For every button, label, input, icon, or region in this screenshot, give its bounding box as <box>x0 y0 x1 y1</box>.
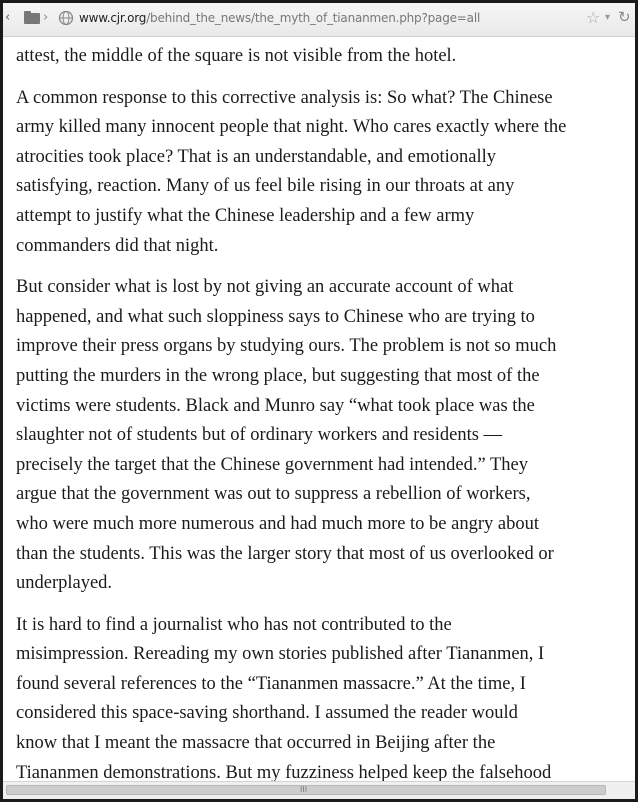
page-content <box>3 37 635 781</box>
text-line: satisfying, reaction. Many of us feel bile rising in our throats at any <box>16 176 515 197</box>
breadcrumb-separator-icon: › <box>43 10 49 25</box>
bookmark-star-icon[interactable]: ☆ <box>586 8 601 27</box>
text-line: It is hard to find a journalist who has not contributed to the <box>16 614 452 635</box>
text-line: than the students. This was the larger story that most of us overlooked or <box>16 543 554 564</box>
text-line: victims were students. Black and Munro say “what took place was the <box>16 395 535 416</box>
article-paragraph <box>16 273 626 599</box>
text-line: who were much more numerous and had much more to be angry about <box>16 513 539 534</box>
text-line: army killed many innocent people that night. Who cares exactly where the <box>16 117 567 138</box>
article-body <box>16 42 626 781</box>
scrollbar-grip-icon: III <box>300 785 308 794</box>
text-line: improve their press organs by studying ours. The problem is not so much <box>16 336 557 357</box>
scrollbar-thumb[interactable] <box>6 785 606 795</box>
text-line: found several references to the “Tiananmen massacre.” At the time, I <box>16 673 526 694</box>
text-line: attempt to justify what the Chinese leadership and a few army <box>16 205 475 226</box>
text-line: underplayed. <box>16 573 113 594</box>
horizontal-scrollbar[interactable] <box>3 781 635 799</box>
browser-toolbar <box>3 3 635 37</box>
url-domain: www.cjr.org <box>79 11 147 25</box>
bookmarks-folder-icon[interactable] <box>23 10 41 26</box>
address-bar[interactable] <box>79 10 480 26</box>
text-line: happened, and what such sloppiness says to Chinese who are trying to <box>16 306 535 327</box>
text-line: atrocities took place? That is an understandable, and emotionally <box>16 146 496 167</box>
text-line: A common response to this corrective analysis is: So what? The Chinese <box>16 87 553 108</box>
text-line: putting the murders in the wrong place, but suggesting that most of the <box>16 365 540 386</box>
article-paragraph <box>16 84 626 262</box>
back-arrow-icon[interactable]: ‹ <box>5 10 11 25</box>
history-dropdown-icon[interactable]: ▾ <box>605 12 611 23</box>
article-paragraph <box>16 611 626 781</box>
globe-icon <box>58 10 74 26</box>
text-line: slaughter not of students but of ordinary workers and residents — <box>16 425 503 446</box>
text-line: But consider what is lost by not giving an accurate account of what <box>16 277 514 298</box>
article-paragraph <box>16 42 626 72</box>
text-line: Tiananmen demonstrations. But my fuzziness helped keep the falsehood <box>16 762 552 781</box>
text-line: know that I meant the massacre that occurred in Beijing after the <box>16 733 496 754</box>
text-line: argue that the government was out to suppress a rebellion of workers, <box>16 484 531 505</box>
url-path: /behind_the_news/the_myth_of_tiananmen.php?page=all <box>146 11 481 25</box>
text-line: misimpression. Rereading my own stories published after Tiananmen, I <box>16 644 545 665</box>
reload-icon[interactable]: ↻ <box>618 8 631 26</box>
text-line: attest, the middle of the square is not visible from the hotel. <box>16 46 457 66</box>
text-line: commanders did that night. <box>16 235 219 256</box>
text-line: precisely the target that the Chinese government had intended.” They <box>16 454 529 475</box>
text-line: considered this space-saving shorthand. I assumed the reader would <box>16 703 518 724</box>
